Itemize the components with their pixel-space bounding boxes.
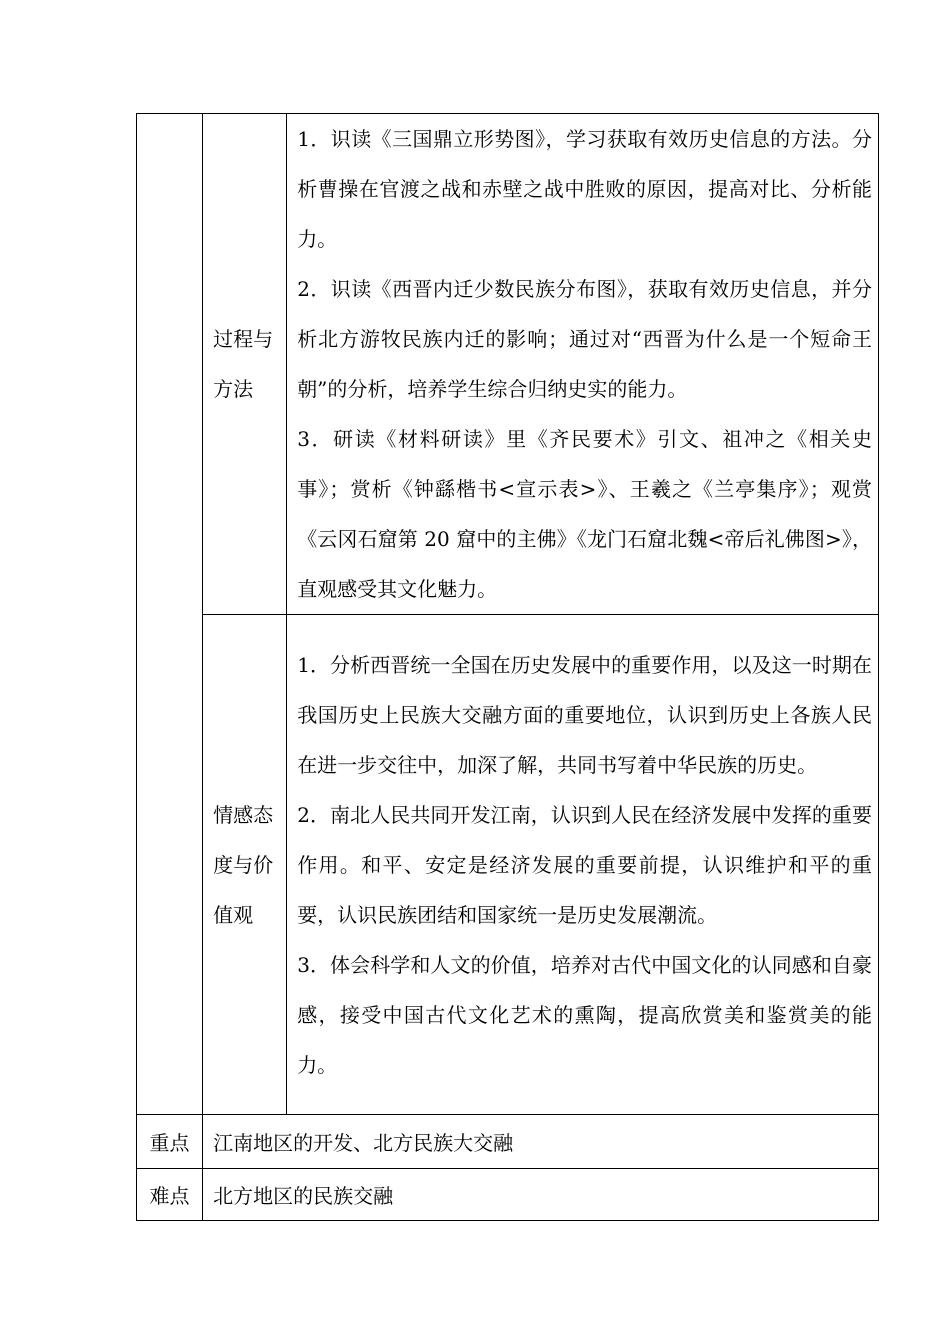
key-point-content: 江南地区的开发、北方民族大交融 [203,1115,879,1169]
lesson-plan-table [136,113,879,1221]
emotion-item-1: 1．分析西晋统一全国在历史发展中的重要作用，以及这一时期在我国历史上民族大交融方面的重要地位，认识到历史上各族人民在进一步交往中，加深了解，共同书写着中华民族的历史。 [297,652,872,777]
emotion-row [137,615,879,1115]
emotion-item-2: 2．南北人民共同开发江南，认识到人民在经济发展中发挥的重要作用。和平、安定是经济发展的重要前提，认识维护和平的重要，认识民族团结和国家统一是历史发展潮流。 [297,802,872,927]
emotion-values-content [287,615,879,1115]
process-row [137,114,879,615]
process-method-label: 过程与方法 [203,114,287,615]
process-method-content [287,114,879,615]
process-item-3: 3．研读《材料研读》里《齐民要术》引文、祖冲之《相关史事》；赏析《钟繇楷书<宣示表>》、王羲之《兰亭集序》；观赏《云冈石窟第 20 窟中的主佛》《龙门石窟北魏<帝后礼佛图>》，直观感受其文化魅力。 [297,427,872,601]
emotion-item-3: 3．体会科学和人文的价值，培养对古代中国文化的认同感和自豪感，接受中国古代文化艺术的熏陶，提高欣赏美和鉴赏美的能力。 [297,952,872,1077]
process-item-2: 2．识读《西晋内迁少数民族分布图》，获取有效历史信息，并分析北方游牧民族内迁的影响；通过对“西晋为什么是一个短命王朝”的分析，培养学生综合归纳史实的能力。 [297,277,872,401]
difficulty-content: 北方地区的民族交融 [203,1169,879,1221]
difficulty-row [137,1169,879,1221]
key-point-row [137,1115,879,1169]
process-item-1: 1．识读《三国鼎立形势图》，学习获取有效历史信息的方法。分析曹操在官渡之战和赤壁之战中胜败的原因，提高对比、分析能力。 [297,127,872,251]
objectives-merged-cell [137,114,203,1115]
key-point-label: 重点 [137,1115,203,1169]
emotion-values-label: 情感态度与价值观 [203,615,287,1115]
difficulty-label: 难点 [137,1169,203,1221]
